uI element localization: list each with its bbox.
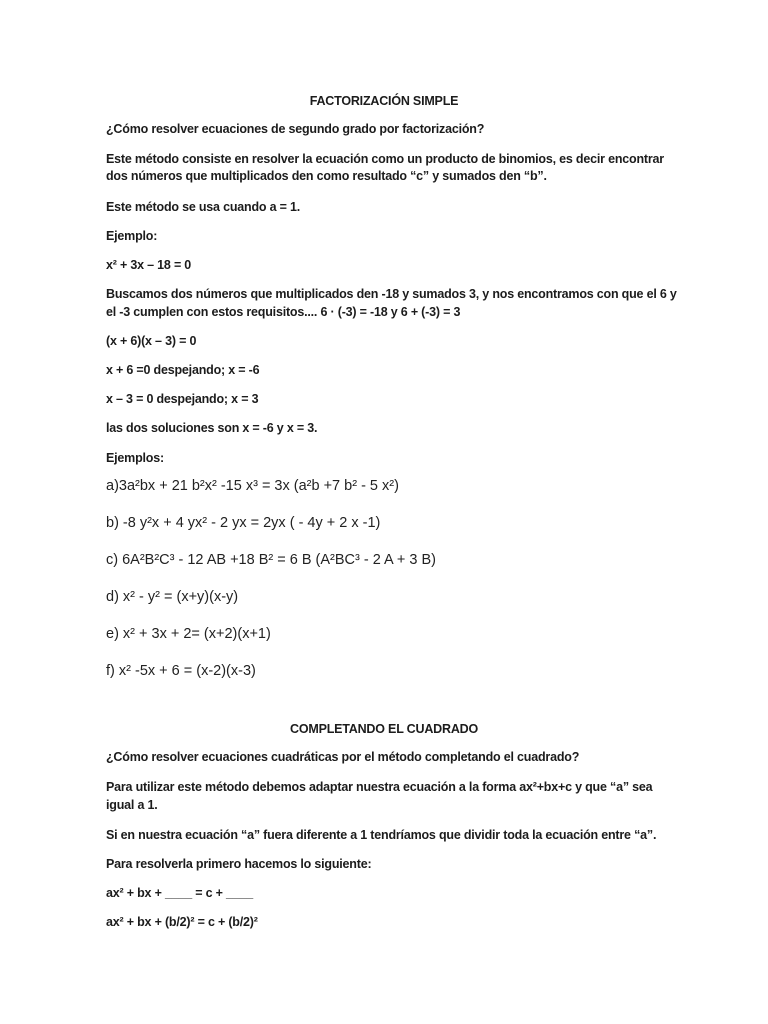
search-line-1: Buscamos dos números que multiplicados den -18 y sumados 3, y nos encontramos con que el 6 y	[106, 287, 677, 301]
example-label: Ejemplo:	[106, 229, 158, 243]
formula-completed: ax² + bx + (b/2)² = c + (b/2)²	[106, 915, 258, 929]
example-item-f: f) x² -5x + 6 = (x-2)(x-3)	[106, 663, 256, 679]
solution-step-2: x – 3 = 0 despejando; x = 3	[106, 392, 259, 406]
description-line-2: dos números que multiplicados den como resultado “c” y sumados den “b”.	[106, 169, 547, 183]
adapt-line-2: igual a 1.	[106, 798, 158, 812]
divide-note: Si en nuestra ecuación “a” fuera diferente a 1 tendríamos que dividir toda la ecuación entre “a”.	[106, 828, 657, 842]
examples-label: Ejemplos:	[106, 451, 164, 465]
solutions-summary: las dos soluciones son x = -6 y x = 3.	[106, 421, 318, 435]
question-factorizacion: ¿Cómo resolver ecuaciones de segundo grado por factorización?	[106, 122, 485, 136]
example-item-b: b) -8 y²x + 4 yx² - 2 yx = 2yx ( - 4y + 2 x -1)	[106, 515, 381, 531]
formula-blank: ax² + bx + ____ = c + ____	[106, 886, 254, 900]
description-line-1: Este método consiste en resolver la ecuación como un producto de binomios, es decir encontrar	[106, 152, 664, 166]
usage-note: Este método se usa cuando a = 1.	[106, 200, 301, 214]
first-step: Para resolverla primero hacemos lo siguiente:	[106, 857, 372, 871]
factored-form: (x + 6)(x – 3) = 0	[106, 334, 197, 348]
solution-step-1: x + 6 =0 despejando; x = -6	[106, 363, 260, 377]
example-equation: x² + 3x – 18 = 0	[106, 258, 192, 272]
adapt-line-1: Para utilizar este método debemos adaptar nuestra ecuación a la forma ax²+bx+c y que “a” sea	[106, 780, 653, 794]
search-line-2: el -3 cumplen con estos requisitos.... 6 · (-3) = -18 y 6 + (-3) = 3	[106, 305, 461, 319]
example-item-a: a)3a²bx + 21 b²x² -15 x³ = 3x (a²b +7 b² - 5 x²)	[106, 478, 399, 494]
example-item-e: e) x² + 3x + 2= (x+2)(x+1)	[106, 626, 271, 642]
question-cuadrado: ¿Cómo resolver ecuaciones cuadráticas por el método completando el cuadrado?	[106, 750, 580, 764]
section-title-factorizacion: FACTORIZACIÓN SIMPLE	[309, 94, 459, 108]
section-title-cuadrado: COMPLETANDO EL CUADRADO	[290, 722, 478, 736]
example-item-d: d) x² - y² = (x+y)(x-y)	[106, 589, 239, 605]
example-item-c: c) 6A²B²C³ - 12 AB +18 B² = 6 B (A²BC³ - 2 A + 3 B)	[106, 552, 436, 568]
